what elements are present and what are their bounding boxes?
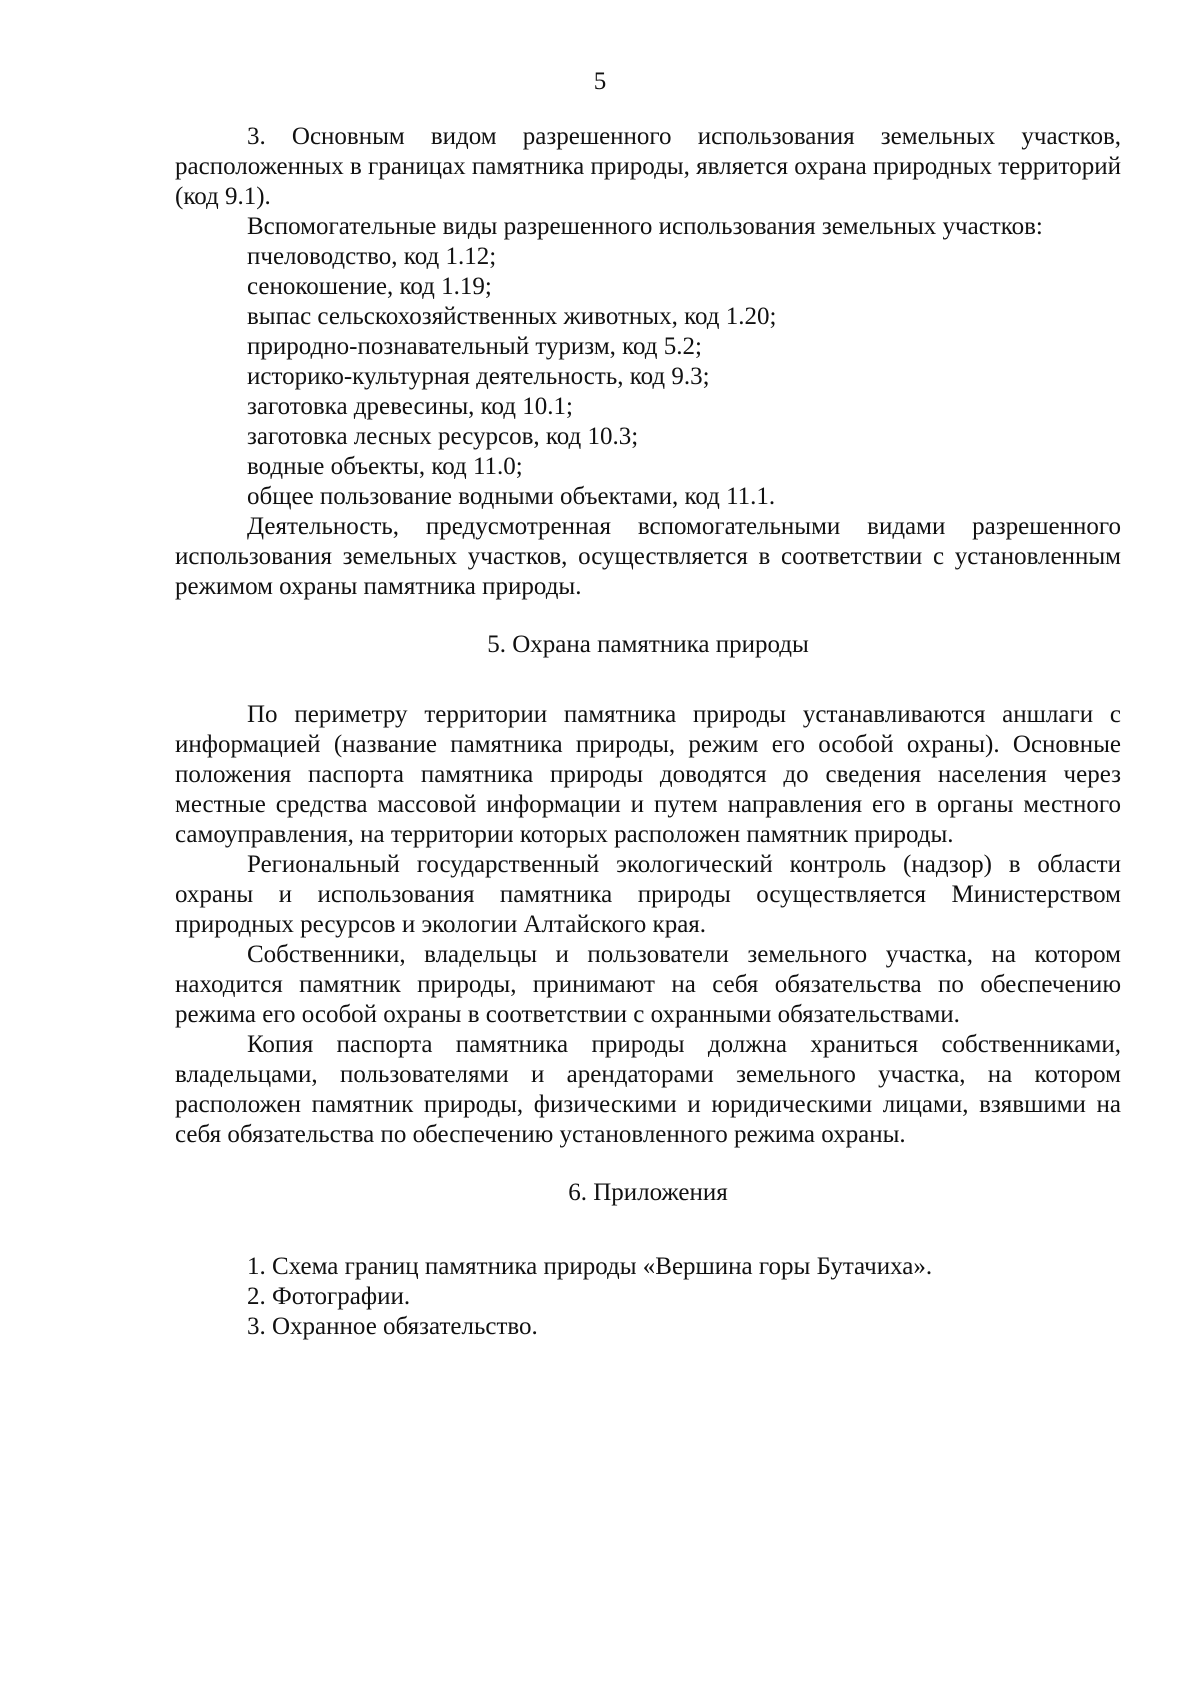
list-item: пчеловодство, код 1.12; bbox=[247, 243, 497, 270]
list-item: сенокошение, код 1.19; bbox=[247, 273, 492, 300]
list-item: общее пользование водными объектами, код 11.1. bbox=[247, 483, 776, 510]
paragraph-main-use: 3. Основным видом разрешенного использования земельных участков, расположенных в границах памятника природы, является охрана природных территорий (код 9.1). bbox=[175, 123, 1121, 210]
section-title-appendices: 6. Приложения bbox=[568, 1179, 728, 1206]
paragraph-signs: По периметру территории памятника природы устанавливаются аншлаги с информацией (название памятника природы, режим его особой охраны). Основные положения паспорта памятника природы доводятся до сведения населения через местные средства массовой информации и путем направления его в органы местного самоуправления, на территории которых расположен памятник природы. bbox=[175, 701, 1121, 848]
paragraph-activity: Деятельность, предусмотренная вспомогательными видами разрешенного использования земельных участков, осуществляется в соответствии с установленным режимом охраны памятника природы. bbox=[175, 513, 1121, 600]
list-item: 2. Фотографии. bbox=[247, 1283, 411, 1310]
list-item: историко-культурная деятельность, код 9.3; bbox=[247, 363, 710, 390]
appendices-list bbox=[175, 1252, 1121, 1342]
list-item: природно-познавательный туризм, код 5.2; bbox=[247, 333, 702, 360]
list-item: заготовка древесины, код 10.1; bbox=[247, 393, 573, 420]
paragraph-owners: Собственники, владельцы и пользователи земельного участка, на котором находится памятник природы, принимают на себя обязательства по обеспечению режима его особой охраны в соответствии с охранными обязательствами. bbox=[175, 941, 1121, 1028]
list-item: 3. Охранное обязательство. bbox=[247, 1313, 538, 1340]
page-number: 5 bbox=[593, 68, 607, 95]
paragraph-passport-copy: Копия паспорта памятника природы должна храниться собственниками, владельцами, пользователями и арендаторами земельного участка, на котором расположен памятник природы, физическими и юридическими лицами, взявшими на себя обязательства по обеспечению установленного режима охраны. bbox=[175, 1031, 1121, 1148]
auxiliary-uses-list bbox=[175, 212, 1121, 512]
paragraph-control: Региональный государственный экологический контроль (надзор) в области охраны и использования памятника природы осуществляется Министерством природных ресурсов и экологии Алтайского края. bbox=[175, 851, 1121, 938]
section-title-protection: 5. Охрана памятника природы bbox=[487, 631, 809, 658]
list-item: выпас сельскохозяйственных животных, код 1.20; bbox=[247, 303, 777, 330]
list-item: водные объекты, код 11.0; bbox=[247, 453, 523, 480]
document-body bbox=[175, 122, 1121, 1342]
list-item: 1. Схема границ памятника природы «Вершина горы Бутачиха». bbox=[247, 1253, 933, 1280]
list-item: заготовка лесных ресурсов, код 10.3; bbox=[247, 423, 639, 450]
auxiliary-uses-title: Вспомогательные виды разрешенного использования земельных участков: bbox=[247, 213, 1043, 240]
